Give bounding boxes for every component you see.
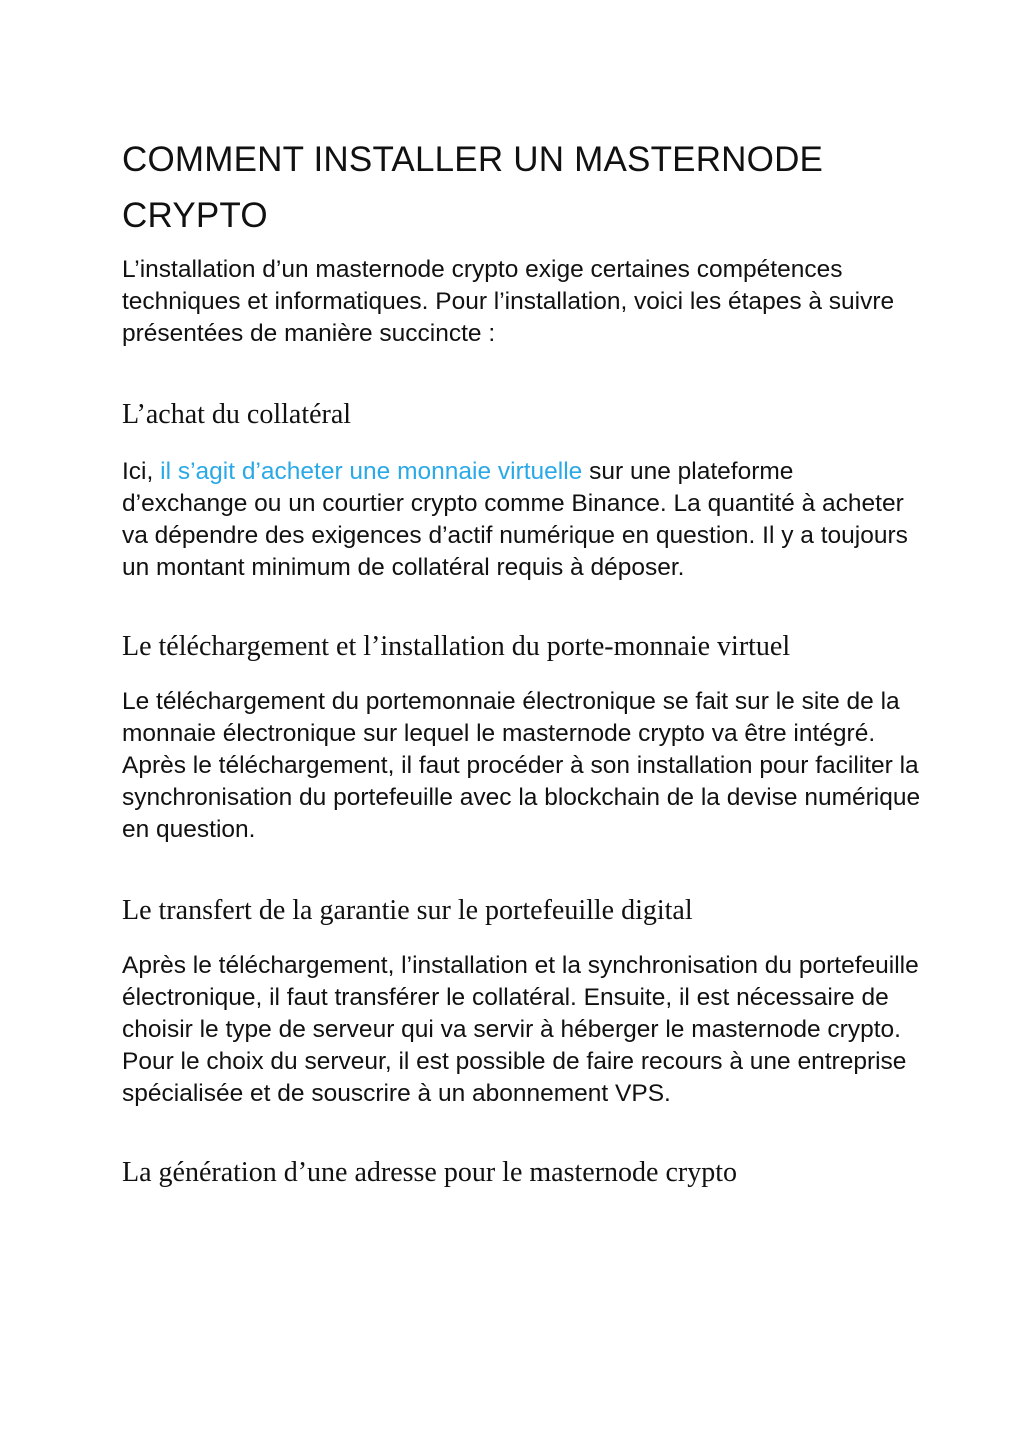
- paragraph-text: sur une plateforme d’exchange ou un courtier crypto comme Binance. La quantité à acheter va dépendre des exigences d’actif numérique en question. Il y a toujours un montant minimum de collatéral requis à déposer.: [122, 458, 908, 581]
- paragraph-text: Ici,: [122, 458, 161, 485]
- document-title: COMMENT INSTALLER UN MASTERNODE CRYPTO: [122, 140, 824, 235]
- section-paragraph-wallet-download: Le téléchargement du portemonnaie électronique se fait sur le site de la monnaie électronique sur lequel le masternode crypto va être intégré. Après le téléchargement, il faut procéder à son installation pour faciliter la synchronisation du portefeuille avec la blockchain de la devise numérique en question.: [122, 688, 921, 843]
- section-heading-collateral: L’achat du collatéral: [122, 399, 352, 430]
- intro-paragraph: L’installation d’un masternode crypto exige certaines compétences techniques et informatiques. Pour l’installation, voici les étapes à suivre présentées de manière succincte :: [122, 256, 895, 347]
- section-paragraph-transfer: Après le téléchargement, l’installation et la synchronisation du portefeuille électronique, il faut transférer le collatéral. Ensuite, il est nécessaire de choisir le type de serveur qui va servir à héberger le masternode crypto. Pour le choix du serveur, il est possible de faire recours à une entreprise spécialisée et de souscrire à un abonnement VPS.: [122, 952, 919, 1107]
- section-paragraph-collateral: [122, 456, 922, 584]
- section-heading-wallet-download: Le téléchargement et l’installation du porte-monnaie virtuel: [122, 631, 791, 662]
- section-heading-transfer: Le transfert de la garantie sur le portefeuille digital: [122, 895, 693, 926]
- document-page: [122, 132, 922, 1190]
- section-heading-address-generation: La génération d’une adresse pour le masternode crypto: [122, 1157, 737, 1188]
- virtual-currency-link[interactable]: il s’agit d’acheter une monnaie virtuelle: [160, 458, 583, 485]
